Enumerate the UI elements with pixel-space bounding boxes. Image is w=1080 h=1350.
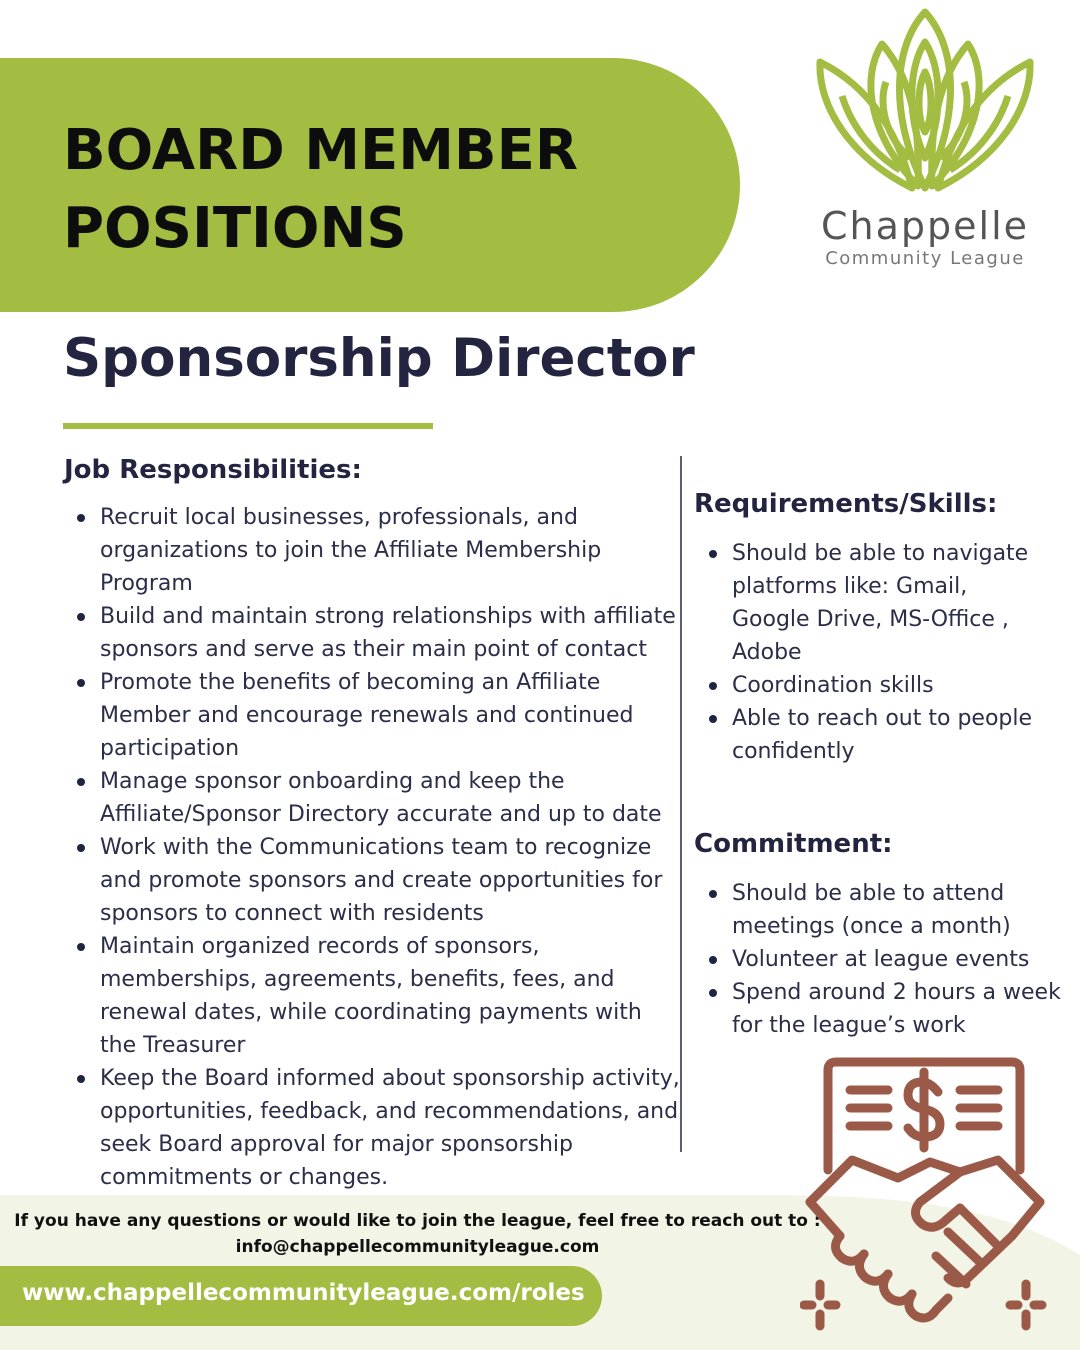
list-item: Able to reach out to people confidently (696, 702, 1036, 768)
list-item: Volunteer at league events (696, 943, 1066, 976)
responsibilities-list (64, 501, 684, 1194)
page-title-line2: POSITIONS (63, 196, 407, 261)
title-underline (63, 423, 433, 429)
list-item: Keep the Board informed about sponsorship activity, opportunities, feedback, and recommendations, and seek Board approval for major sponsorship commitments or changes. (64, 1062, 684, 1194)
list-item: Manage sponsor onboarding and keep the Affiliate/Sponsor Directory accurate and up to date (64, 765, 684, 831)
list-item: Spend around 2 hours a week for the league’s work (696, 976, 1066, 1042)
list-item: Coordination skills (696, 669, 1036, 702)
list-item: Should be able to navigate platforms like: Gmail, Google Drive, MS-Office , Adobe (696, 537, 1036, 669)
contact-message (0, 1208, 835, 1260)
position-title: Sponsorship Director (63, 328, 695, 389)
logo-subtitle: Community League (825, 248, 1025, 269)
list-item: Maintain organized records of sponsors, memberships, agreements, benefits, fees, and renewal dates, while coordinating payments with the Treasurer (64, 930, 684, 1062)
commitment-list (696, 877, 1066, 1042)
handshake-money-icon (800, 1052, 1050, 1337)
list-item: Build and maintain strong relationships with affiliate sponsors and serve as their main point of contact (64, 600, 684, 666)
list-item: Should be able to attend meetings (once a month) (696, 877, 1066, 943)
requirements-heading: Requirements/Skills: (694, 489, 998, 519)
page-title-line1: BOARD MEMBER (63, 118, 578, 183)
requirements-list (696, 537, 1036, 768)
responsibilities-heading: Job Responsibilities: (64, 455, 362, 485)
column-divider (680, 456, 682, 1152)
list-item: Work with the Communications team to recognize and promote sponsors and create opportunities for sponsors to connect with residents (64, 831, 684, 930)
page-title (63, 112, 683, 268)
contact-email[interactable]: info@chappellecommunityleague.com (235, 1237, 600, 1257)
contact-text: If you have any questions or would like to join the league, feel free to reach out to : (14, 1211, 821, 1231)
leaf-icon (812, 8, 1038, 194)
commitment-heading: Commitment: (694, 829, 893, 859)
website-link[interactable]: www.chappellecommunityleague.com/roles (22, 1280, 585, 1306)
logo-name: Chappelle (820, 204, 1030, 248)
list-item: Recruit local businesses, professionals, and organizations to join the Affiliate Membership Program (64, 501, 684, 600)
list-item: Promote the benefits of becoming an Affiliate Member and encourage renewals and continued participation (64, 666, 684, 765)
